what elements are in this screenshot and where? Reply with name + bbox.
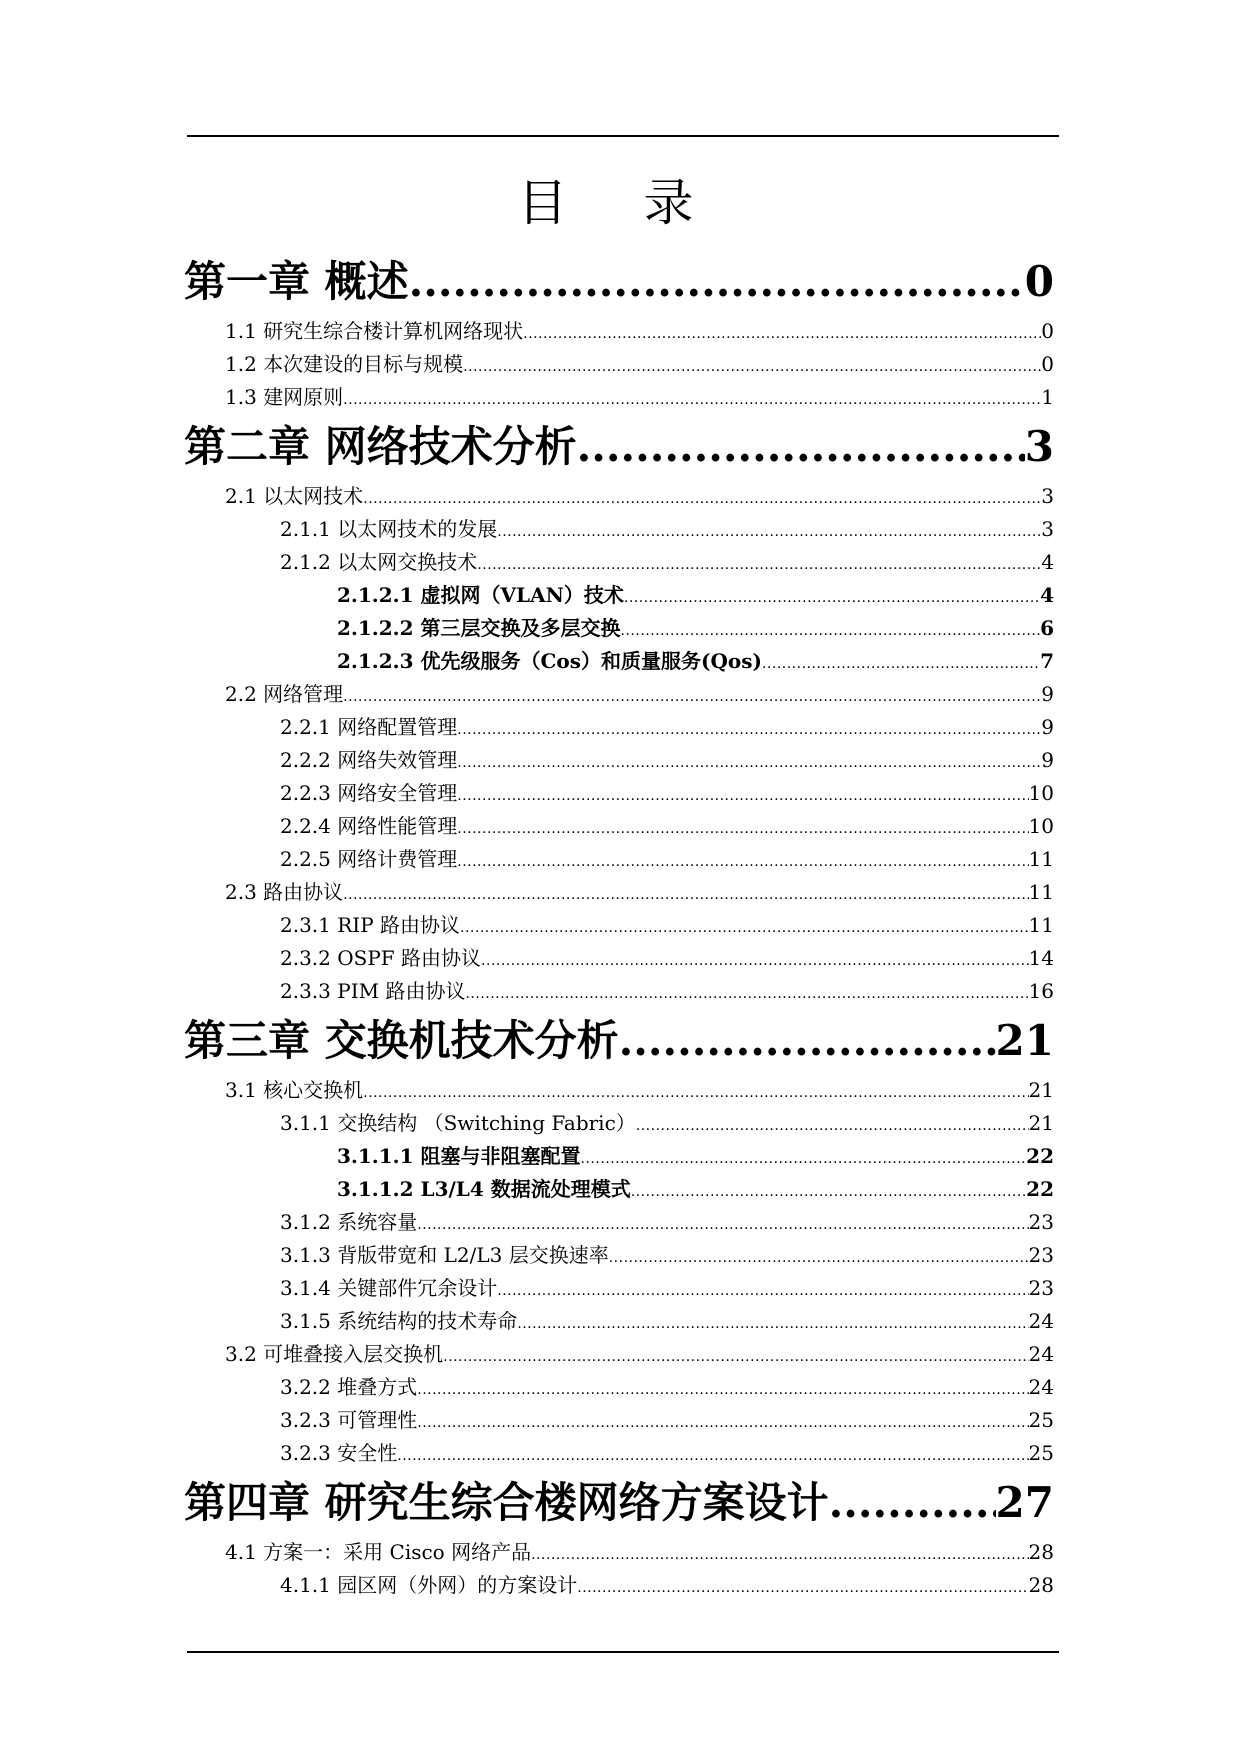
toc-leader-dots: [457, 747, 1041, 777]
toc-entry[interactable]: [187, 1173, 1054, 1206]
toc-entry[interactable]: [187, 1536, 1054, 1569]
toc-entry[interactable]: [187, 315, 1054, 348]
toc-leader-dots: [457, 846, 1028, 876]
toc-entry-page: 22: [1026, 1177, 1054, 1201]
toc-leader-dots: [457, 780, 1028, 810]
toc-entry-page: 28: [1028, 1540, 1054, 1564]
toc-entry[interactable]: [187, 1305, 1054, 1338]
toc-entry[interactable]: [187, 1272, 1054, 1305]
toc-entry-label: 2.1.2.1 虚拟网（VLAN）技术: [337, 583, 624, 607]
toc-entry-label: 第二章 网络技术分析: [184, 422, 577, 471]
toc-leader-dots: [363, 1077, 1028, 1107]
toc-entry-page: 9: [1041, 748, 1054, 772]
toc-entry[interactable]: [187, 1404, 1054, 1437]
toc-entry-label: 2.3 路由协议: [225, 880, 344, 904]
toc-entry-label: 3.1 核心交换机: [225, 1078, 364, 1102]
toc-entry-page: 21: [1028, 1078, 1054, 1102]
toc-leader-dots: [460, 912, 1029, 942]
toc-entry[interactable]: [187, 480, 1054, 513]
toc-entry[interactable]: [187, 546, 1054, 579]
toc-leader-dots: [477, 549, 1041, 579]
toc-entry-page: 4: [1041, 550, 1054, 574]
toc-entry-label: 3.1.4 关键部件冗余设计: [280, 1276, 498, 1300]
toc-leader-dots: [531, 1539, 1028, 1569]
toc-entry-label: 2.2.2 网络失效管理: [280, 748, 458, 772]
toc-leader-dots: [463, 351, 1041, 381]
toc-entry-page: 23: [1028, 1243, 1054, 1267]
toc-entry[interactable]: [187, 876, 1054, 909]
toc-entry-label: 2.1.1 以太网技术的发展: [280, 517, 498, 541]
toc-entry-label: 2.1.2 以太网交换技术: [280, 550, 478, 574]
toc-entry-label: 3.2.3 可管理性: [280, 1408, 418, 1432]
toc-leader-dots: [497, 516, 1041, 546]
toc-leader-dots: [577, 1572, 1028, 1602]
toc-entry[interactable]: [187, 1074, 1054, 1107]
toc-entry-label: 2.3.1 RIP 路由协议: [280, 913, 461, 937]
toc-entry-page: 25: [1028, 1408, 1054, 1432]
toc-entry-page: 14: [1028, 946, 1054, 970]
toc-leader-dots: [343, 384, 1041, 414]
toc-entry[interactable]: [187, 1338, 1054, 1371]
toc-entry-page: 11: [1028, 847, 1054, 871]
footer-rule: [187, 1651, 1059, 1653]
toc-entry-label: 3.2 可堆叠接入层交换机: [225, 1342, 444, 1366]
toc-leader-dots: [457, 714, 1041, 744]
toc-entry[interactable]: [187, 744, 1054, 777]
toc-entry-page: 25: [1028, 1441, 1054, 1465]
toc-entry[interactable]: [187, 1437, 1054, 1470]
toc-entry-page: 3: [1041, 484, 1054, 508]
toc-entry-label: 1.2 本次建设的目标与规模: [225, 352, 464, 376]
table-of-contents: [184, 249, 1054, 1602]
toc-leader-dots: [636, 1110, 1029, 1140]
toc-entry[interactable]: [187, 843, 1054, 876]
toc-leader-dots: [621, 615, 1041, 645]
toc-entry-label: 4.1.1 园区网（外网）的方案设计: [280, 1573, 578, 1597]
toc-leader-dots: [417, 1209, 1028, 1239]
toc-entry-page: 10: [1028, 781, 1054, 805]
toc-leader-dots: [343, 879, 1028, 909]
toc-entry[interactable]: [187, 810, 1054, 843]
header-rule: [187, 135, 1059, 137]
toc-leader-dots: [517, 1308, 1028, 1338]
toc-entry[interactable]: [187, 381, 1054, 414]
toc-entry[interactable]: [187, 612, 1054, 645]
toc-entry-label: 第四章 研究生综合楼网络方案设计: [184, 1478, 829, 1527]
toc-entry-label: 第一章 概述: [184, 257, 409, 306]
toc-entry-page: 23: [1028, 1276, 1054, 1300]
toc-entry[interactable]: [187, 777, 1054, 810]
toc-entry-page: 6: [1040, 616, 1054, 640]
toc-chapter-entry[interactable]: [184, 249, 1054, 315]
toc-entry-label: 3.2.3 安全性: [280, 1441, 398, 1465]
toc-leader-dots: [577, 414, 1025, 480]
toc-entry-page: 10: [1028, 814, 1054, 838]
toc-entry[interactable]: [187, 348, 1054, 381]
toc-leader-dots: [457, 813, 1028, 843]
toc-entry-page: 24: [1028, 1375, 1054, 1399]
toc-entry[interactable]: [187, 579, 1054, 612]
toc-entry-page: 0: [1041, 352, 1054, 376]
toc-entry-label: 3.2.2 堆叠方式: [280, 1375, 418, 1399]
toc-entry-label: 2.1.2.2 第三层交换及多层交换: [337, 616, 621, 640]
toc-entry-page: 27: [995, 1478, 1054, 1527]
toc-leader-dots: [829, 1470, 996, 1536]
toc-entry-page: 7: [1040, 649, 1054, 673]
toc-entry-label: 2.2.4 网络性能管理: [280, 814, 458, 838]
toc-leader-dots: [624, 582, 1040, 612]
toc-chapter-entry[interactable]: [184, 1470, 1054, 1536]
toc-entry[interactable]: [187, 1371, 1054, 1404]
toc-leader-dots: [619, 1008, 996, 1074]
toc-entry[interactable]: [187, 711, 1054, 744]
toc-entry-label: 4.1 方案一：采用 Cisco 网络产品: [225, 1540, 532, 1564]
toc-entry-label: 3.1.1.2 L3/L4 数据流处理模式: [337, 1177, 631, 1201]
toc-entry-page: 11: [1028, 880, 1054, 904]
toc-entry-label: 2.2.1 网络配置管理: [280, 715, 458, 739]
toc-leader-dots: [631, 1176, 1026, 1206]
toc-entry-page: 22: [1026, 1144, 1054, 1168]
toc-entry-page: 24: [1028, 1309, 1054, 1333]
toc-leader-dots: [417, 1407, 1028, 1437]
toc-entry-page: 0: [1041, 319, 1054, 343]
toc-entry-page: 9: [1041, 715, 1054, 739]
toc-entry-page: 28: [1028, 1573, 1054, 1597]
toc-entry[interactable]: [187, 1569, 1054, 1602]
toc-entry-page: 1: [1041, 385, 1054, 409]
toc-entry-label: 2.1.2.3 优先级服务（Cos）和质量服务(Qos): [337, 649, 762, 673]
toc-entry-page: 11: [1028, 913, 1054, 937]
toc-entry-label: 2.3.3 PIM 路由协议: [280, 979, 466, 1003]
toc-entry-page: 4: [1040, 583, 1054, 607]
toc-entry[interactable]: [187, 942, 1054, 975]
toc-entry[interactable]: [187, 909, 1054, 942]
toc-entry-label: 2.2.3 网络安全管理: [280, 781, 458, 805]
toc-entry[interactable]: [187, 975, 1054, 1008]
toc-entry-label: 3.1.1 交换结构 （Switching Fabric）: [280, 1111, 636, 1135]
toc-leader-dots: [363, 483, 1041, 513]
toc-leader-dots: [609, 1242, 1029, 1272]
toc-entry[interactable]: [187, 1239, 1054, 1272]
toc-entry-page: 23: [1028, 1210, 1054, 1234]
toc-leader-dots: [497, 1275, 1028, 1305]
toc-entry-label: 第三章 交换机技术分析: [184, 1016, 619, 1065]
toc-entry-label: 2.2.5 网络计费管理: [280, 847, 458, 871]
toc-leader-dots: [762, 648, 1040, 678]
toc-entry-label: 2.1 以太网技术: [225, 484, 364, 508]
toc-chapter-entry[interactable]: [184, 414, 1054, 480]
toc-entry[interactable]: [187, 1206, 1054, 1239]
toc-leader-dots: [397, 1440, 1028, 1470]
toc-entry-label: 1.1 研究生综合楼计算机网络现状: [225, 319, 524, 343]
toc-entry-page: 9: [1041, 682, 1054, 706]
toc-entry-page: 21: [1028, 1111, 1054, 1135]
toc-entry-page: 16: [1028, 979, 1054, 1003]
toc-entry-page: 0: [1024, 257, 1054, 306]
toc-entry-label: 3.1.3 背版带宽和 L2/L3 层交换速率: [280, 1243, 609, 1267]
toc-entry[interactable]: [187, 1140, 1054, 1173]
toc-leader-dots: [523, 318, 1041, 348]
toc-entry[interactable]: [187, 513, 1054, 546]
toc-entry-label: 3.1.2 系统容量: [280, 1210, 418, 1234]
toc-leader-dots: [417, 1374, 1028, 1404]
toc-leader-dots: [409, 249, 1025, 315]
toc-entry-label: 3.1.5 系统结构的技术寿命: [280, 1309, 518, 1333]
toc-leader-dots: [343, 681, 1041, 711]
toc-entry-page: 3: [1024, 422, 1054, 471]
toc-entry-label: 2.3.2 OSPF 路由协议: [280, 946, 482, 970]
toc-entry[interactable]: [187, 678, 1054, 711]
toc-entry-label: 1.3 建网原则: [225, 385, 344, 409]
toc-entry[interactable]: [187, 645, 1054, 678]
toc-leader-dots: [481, 945, 1029, 975]
toc-chapter-entry[interactable]: [184, 1008, 1054, 1074]
toc-entry-page: 21: [995, 1016, 1054, 1065]
toc-leader-dots: [465, 978, 1028, 1008]
toc-entry-label: 2.2 网络管理: [225, 682, 344, 706]
toc-entry-page: 24: [1028, 1342, 1054, 1366]
toc-entry-label: 3.1.1.1 阻塞与非阻塞配置: [337, 1144, 581, 1168]
toc-leader-dots: [581, 1143, 1027, 1173]
toc-leader-dots: [443, 1341, 1028, 1371]
toc-entry-page: 3: [1041, 517, 1054, 541]
page-title: 目 录: [517, 174, 724, 232]
toc-entry[interactable]: [187, 1107, 1054, 1140]
